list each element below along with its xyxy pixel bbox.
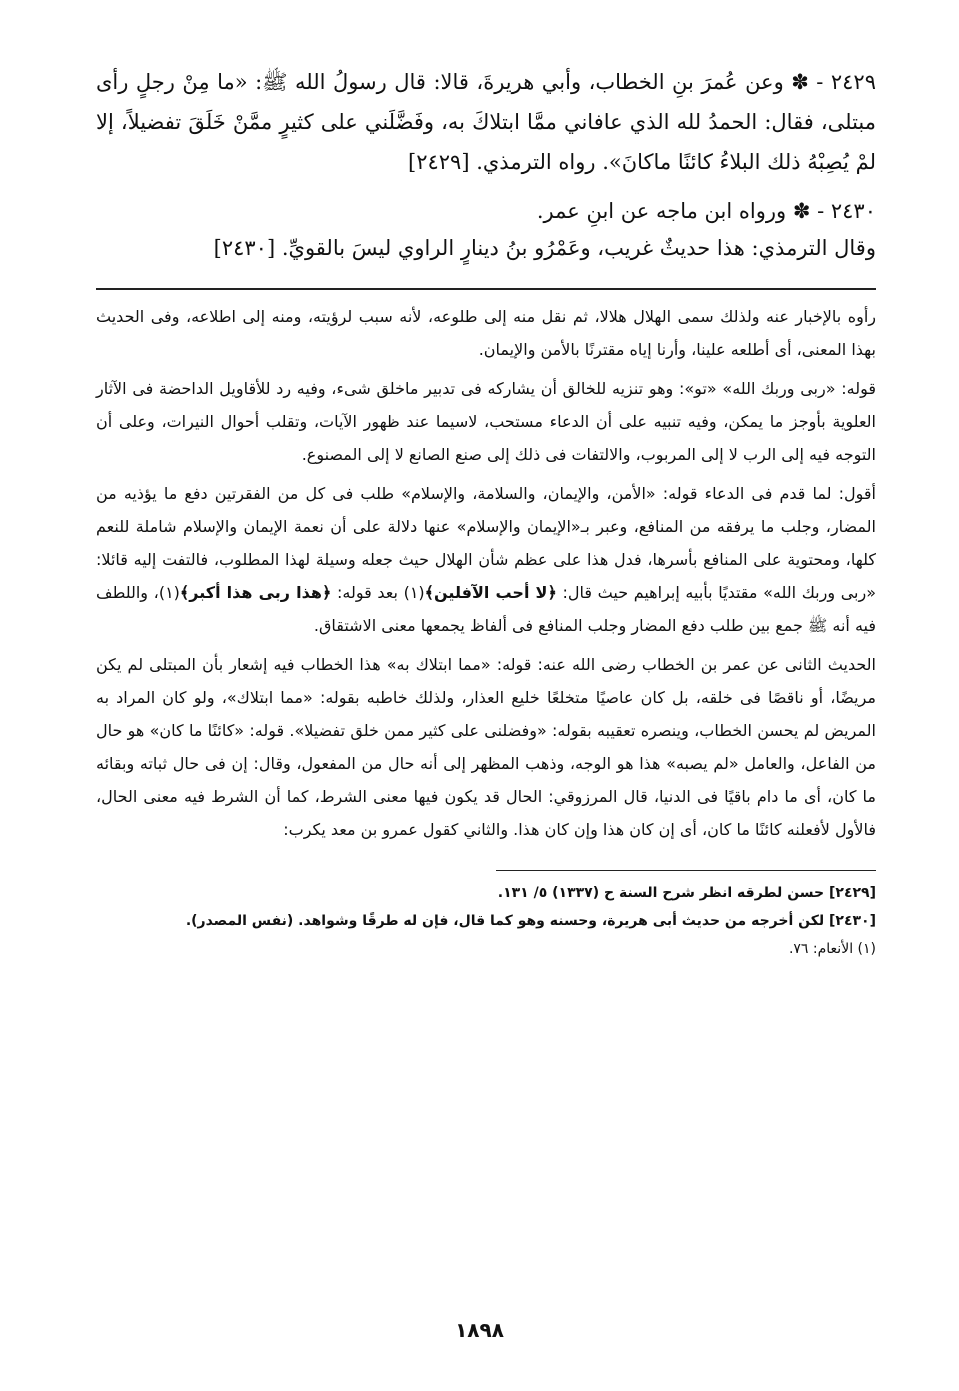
hadith-2430-line-2: وقال الترمذي: هذا حديثٌ غريب، وعَمْرُو بنُ دينارٍ الراوي ليسَ بالقويِّ. [٢٤٣٠]: [213, 236, 876, 260]
commentary-paragraph-2: قوله: «ربى وربك الله» «تو»: وهو تنزيه للخالق أن يشاركه فى تدبير ماخلق شىء، وفيه رد للأقاويل الداحضة فى الآثار العلوية بأوجز ما يمكن، وفيه تنبيه على أن الدعاء مستحب، لاسيما عند ظهور الآيات، وتقلب أحوال النيرات، وعلى أن التوجه فيه إلى الرب لا إلى المربوب، والالتفات فى ذلك إلى صنع الصانع لا إلى المصنوع.: [96, 379, 876, 464]
commentary-paragraph-4: الحديث الثانى عن عمر بن الخطاب رضى الله عنه: قوله: «مما ابتلاك به» هذا الخطاب فيه إشعار بأن المبتلى لم يكن مريضًا، أو ناقصًا فى خلقه، بل كان عاصيًا متخلعًا خليع العذار، ولذلك خاطبه بقوله: «مما ابتلاك»، ولو كان المراد به المريض لم يحسن الخطاب، وينصره تعقيبه بقوله: «وفضلنى على كثير ممن خلق تفضيلا». قوله: «كائنًا ما كان» هو حال من الفاعل، والعامل «لم يصبه» هذا هو الوجه، وذهب المظهر إلى أنه حال من المفعول، وقال: إن فى حال ثباته وبقائه ما كان، أى ما دام باقيًا فى الدنيا، قال المرزوقي: الحال قد يكون فيها معنى الشرط، كما أن الشرط فيه معنى الحال، فالأول لأفعلنه كائنًا ما كان، أى إن كان هذا وإن كان هذا. والثاني كقول عمرو بن معد يكرب:: [96, 655, 876, 839]
hadith-2429: ٢٤٢٩ - ✽ وعن عُمرَ بنِ الخطاب، وأبي هريرةَ، قالا: قال رسولُ الله ﷺ: «ما مِنْ رجلٍ رأى مبتلى، فقال: الحمدُ لله الذي عافاني ممَّا ابتلاكَ به، وفَضَّلَني على كثيرٍ ممَّنْ خَلَقَ تفضيلاً، إلا لمْ يُصِبْهُ ذلك البلاءُ كائنًا ماكانَ». رواه الترمذي. [٢٤٢٩]: [96, 70, 876, 174]
document-page: [96, 62, 876, 1352]
commentary-paragraph-3: [96, 477, 876, 642]
footnote-2429: [٢٤٢٩] حسن لطرقه انظر شرح السنة ح (١٣٣٧) ٥/ ١٣١.: [497, 885, 876, 901]
footnote-2430: [٢٤٣٠] لكن أخرجه من حديث أبى هريرة، وحسنه وهو كما قال، فإن له طرقًا وشواهد. (نفس المصدر).: [185, 913, 876, 929]
main-divider: [96, 288, 876, 290]
hadith-2430-line-1: ٢٤٣٠ - ✽ ورواه ابن ماجه عن ابنِ عمر.: [536, 199, 876, 223]
quran-quote-1: ﴿لا أحب الآفلين﴾: [424, 583, 557, 602]
commentary-paragraph-1: رأوه بالإخبار عنه ولذلك سمى الهلال هلالا، ثم نقل منه إلى طلوعه، لأنه سبب لرؤيته، ومنه إلى اطلاعه، وفى الحديث بهذا المعنى، أى أطلعه علينا، وأرنا إياه مقترنًا بالأمن والإيمان.: [96, 307, 876, 359]
footnote-divider: [496, 870, 876, 871]
quran-quote-2: ﴿هذا ربى هذا أكبر﴾: [179, 583, 332, 602]
footnote-1: (١) الأنعام: ٧٦.: [788, 941, 876, 957]
commentary-paragraph-3-text-a: أقول: لما قدم فى الدعاء قوله: «الأمن، والإيمان، والسلامة، والإسلام» طلب فى كل من الفقرتين دفع ما يؤذيه من المضار، وجلب ما يرفقه من المنافع، وعبر بـ«الإيمان والإسلام» عنها دلالة على أن نعمة الإيمان والإسلام شاملة للنعم كلها، ومحتوية على المنافع بأسرها، فدل هذا على عظم شأن الهلال حيث جعله وسيلة لهذا المطلوب، فالتفت إليه قائلا: «ربى وربك الله» مقتديًا بأبيه إبراهيم حيث قال:: [96, 484, 877, 602]
page-number: ١٨٩٨: [455, 1318, 504, 1342]
commentary-paragraph-3-text-c: (١)، واللطف فيه أنه ﷺ جمع بين طلب دفع المضار وجلب المنافع فى ألفاظ يجمعها معنى الاشتقاق.: [96, 583, 876, 635]
commentary-paragraph-3-text-b: (١) بعد قوله:: [336, 583, 425, 602]
